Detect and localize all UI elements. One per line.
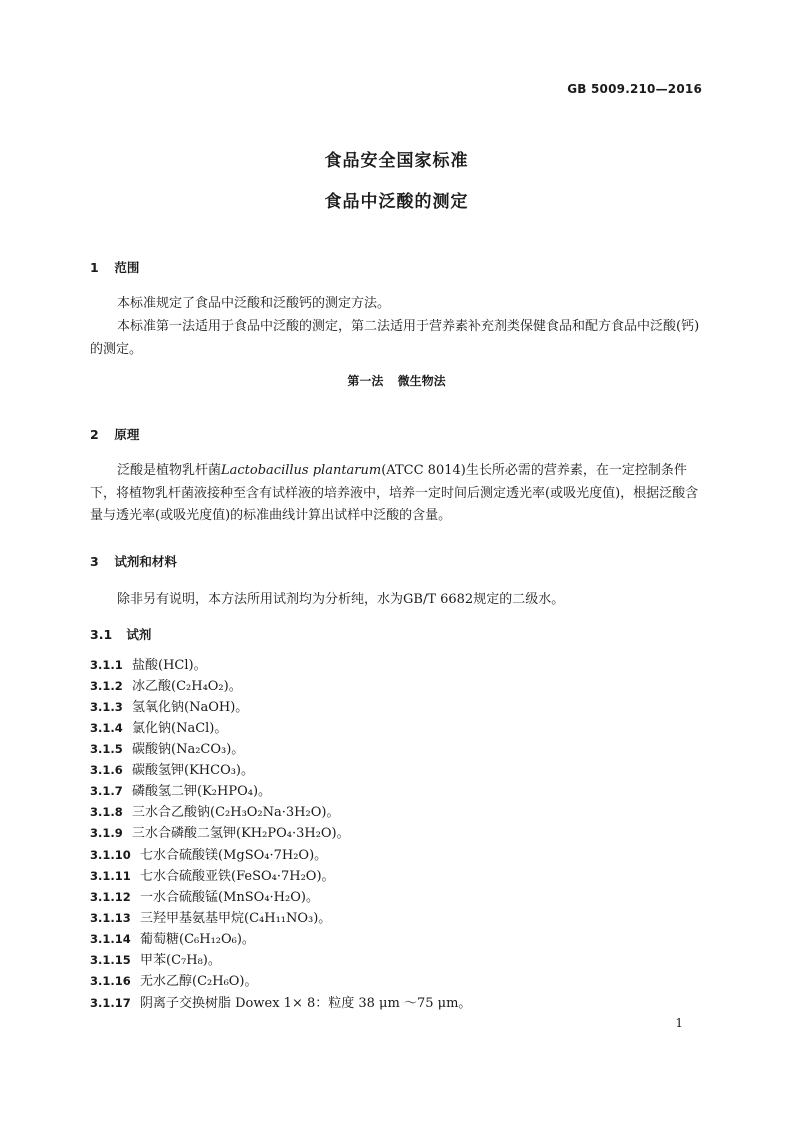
- reagent-item: [90, 654, 207, 673]
- section-title: 原理: [114, 427, 140, 442]
- reagent-text: 氯化钠(NaCl)。: [132, 721, 228, 736]
- section-3-1-heading: [90, 625, 151, 643]
- reagent-number: 3.1.4: [90, 721, 123, 735]
- reagent-item: [90, 780, 271, 799]
- reagent-number: 3.1.2: [90, 679, 123, 693]
- principle-text-b: (ATCC 8014)生长所必需的营养素，在一定控制条件下，将植物乳杆菌液接种至含有试样液的培养液中，培养一定时间后测定透光率(或吸光度值)，根据泛酸含量与透光率(或吸光度值)的标准曲线计算出试样中泛酸的含量。: [90, 463, 699, 523]
- reagent-number: 3.1.3: [90, 700, 123, 714]
- reagent-text: 甲苯(C₇H₈)。: [140, 953, 221, 968]
- section-title: 试剂: [126, 627, 152, 642]
- reagent-text: 无水乙醇(C₂H₆O)。: [140, 974, 258, 989]
- document-title-line2: 食品中泛酸的测定: [324, 192, 469, 212]
- reagent-item: [90, 865, 335, 884]
- reagent-item: [90, 822, 350, 841]
- reagent-text: 七水合硫酸镁(MgSO₄·7H₂O)。: [140, 848, 328, 863]
- reagent-text: 一水合硫酸锰(MnSO₄·H₂O)。: [140, 890, 319, 905]
- reagent-item: [90, 675, 242, 694]
- reagent-number: 3.1.9: [90, 826, 123, 840]
- section-number: 3.1: [90, 627, 113, 642]
- reagent-number: 3.1.1: [90, 658, 123, 672]
- reagent-item: [90, 928, 255, 947]
- reagent-number: 3.1.6: [90, 763, 123, 777]
- reagent-number: 3.1.12: [90, 890, 131, 904]
- method-1-heading: 第一法 微生物法: [347, 374, 446, 388]
- reagent-number: 3.1.10: [90, 848, 131, 862]
- reagent-text: 盐酸(HCl)。: [132, 658, 207, 673]
- reagent-number: 3.1.11: [90, 869, 131, 883]
- section-title: 范围: [114, 260, 140, 275]
- reagent-text: 七水合硫酸亚铁(FeSO₄·7H₂O)。: [140, 869, 335, 884]
- reagent-number: 3.1.7: [90, 784, 123, 798]
- reagent-item: [90, 970, 258, 989]
- reagent-text: 冰乙酸(C₂H₄O₂)。: [132, 679, 242, 694]
- reagent-text: 三羟甲基氨基甲烷(C₄H₁₁NO₃)。: [140, 911, 332, 926]
- principle-text-a: 泛酸是植物乳杆菌: [117, 463, 222, 478]
- reagent-text: 葡萄糖(C₆H₁₂O₆)。: [140, 932, 255, 947]
- reagents-intro-paragraph: 除非另有说明，本方法所用试剂均为分析纯，水为GB/T 6682规定的二级水。: [117, 592, 565, 607]
- reagent-item: [90, 717, 227, 736]
- section-number: 1: [90, 260, 99, 275]
- reagent-number: 3.1.15: [90, 953, 131, 967]
- reagent-text: 碳酸氢钾(KHCO₃)。: [132, 763, 255, 778]
- reagent-item: [90, 907, 331, 926]
- reagent-item: [90, 696, 248, 715]
- principle-paragraph: [90, 460, 704, 528]
- section-3-heading: [90, 552, 177, 570]
- section-2-heading: [90, 425, 139, 443]
- reagent-text: 三水合乙酸钠(C₂H₃O₂Na·3H₂O)。: [132, 805, 340, 820]
- scope-paragraph-2: 本标准第一法适用于食品中泛酸的测定，第二法适用于营养素补充剂类保健食品和配方食品中泛酸(钙)的测定。: [90, 319, 700, 357]
- reagent-item: [90, 992, 471, 1011]
- reagent-item: [90, 759, 254, 778]
- reagent-text: 阴离子交换树脂 Dowex 1× 8：粒度 38 μm ～75 μm。: [140, 996, 472, 1011]
- scope-paragraph-1: 本标准规定了食品中泛酸和泛酸钙的测定方法。: [117, 296, 391, 311]
- reagent-number: 3.1.16: [90, 974, 131, 988]
- reagent-number: 3.1.8: [90, 805, 123, 819]
- document-title-line1: 食品安全国家标准: [324, 151, 469, 171]
- reagent-number: 3.1.13: [90, 911, 131, 925]
- section-1-heading: [90, 258, 139, 276]
- reagent-text: 碳酸钠(Na₂CO₃)。: [132, 742, 245, 757]
- reagent-text: 氢氧化钠(NaOH)。: [132, 700, 249, 715]
- standard-code: GB 5009.210—2016: [567, 82, 702, 96]
- section-title: 试剂和材料: [114, 554, 177, 569]
- species-name: Lactobacillus plantarum: [221, 463, 382, 478]
- reagent-item: [90, 844, 327, 863]
- reagent-number: 3.1.17: [90, 996, 131, 1010]
- reagent-item: [90, 801, 339, 820]
- reagent-item: [90, 949, 221, 968]
- reagent-text: 三水合磷酸二氢钾(KH₂PO₄·3H₂O)。: [132, 826, 350, 841]
- reagent-number: 3.1.5: [90, 742, 123, 756]
- section-number: 2: [90, 427, 99, 442]
- reagent-item: [90, 886, 319, 905]
- reagent-text: 磷酸氢二钾(K₂HPO₄)。: [132, 784, 272, 799]
- section-number: 3: [90, 554, 99, 569]
- reagent-item: [90, 738, 244, 757]
- page-number: 1: [675, 1016, 683, 1030]
- reagent-number: 3.1.14: [90, 932, 131, 946]
